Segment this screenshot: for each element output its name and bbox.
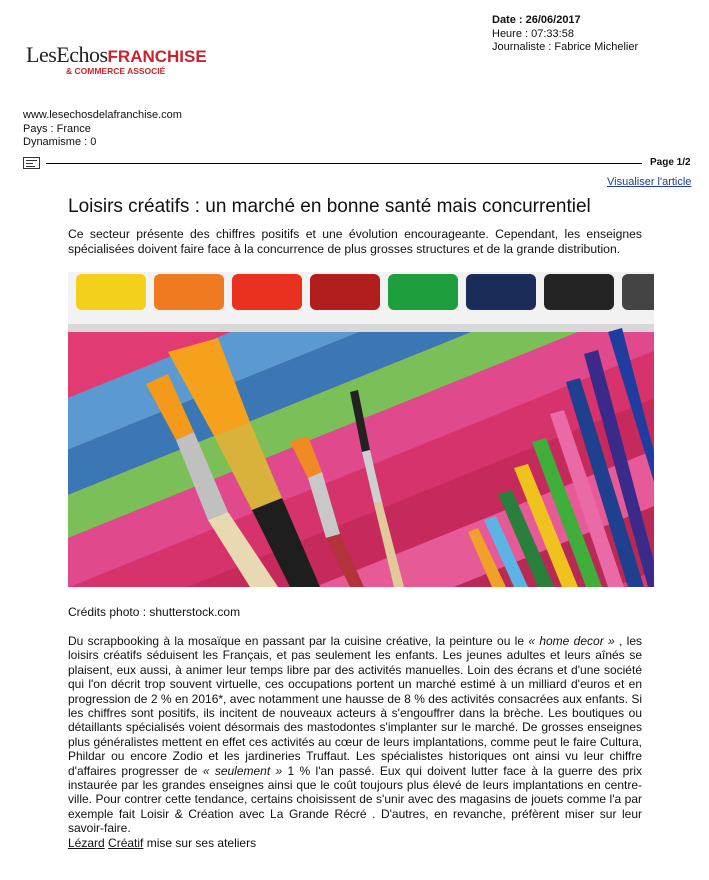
body-part-1: Du scrapbooking à la mosaïque en passant par la cuisine créative, la peinture ou le — [68, 634, 529, 648]
country-label: Pays : France — [23, 122, 91, 135]
article-subheading — [68, 836, 256, 850]
subhead-rest: mise sur ses ateliers — [143, 836, 257, 850]
article-title: Loisirs créatifs : un marché en bonne santé mais concurrentiel — [68, 196, 591, 217]
time-label: Heure : 07:33:58 — [492, 27, 574, 40]
date-label: Date : 26/06/2017 — [492, 14, 581, 26]
body-part-2: , les loisirs créatifs séduisent les Français, et pas seulement les enfants. Les jeunes adultes et leurs aînés se plaisent, eux aussi, à animer leur temps libre par des activités manuelles. Loin des écrans et d'une société qui l'on décrit trop souvent virtuelle, ces occupations portent un marché estimé à un milliard d'euros et en progression de 2 % en 2016*, avec notamment une hausse de 8 % des activités consacrées aux enfants. Si les chiffres sont positifs, ils incitent de nouveaux acteurs à s'engouffrer dans la brèche. Les boutiques ou détaillants spécialisés voient désormais des mastodontes s'implanter sur le marché. De grosses enseignes plus généralistes mettent en effet ces activités au cœur de leurs implantations, comme peut le faire Cultura, Phildar ou encore Zodio et les jardineries Truffaut. Les spécialistes historiques ont ainsi vu leur chiffre d'affaires progresser de — [68, 634, 642, 778]
photo-credit: Crédits photo : shutterstock.com — [68, 605, 241, 619]
journalist-label: Journaliste : Fabrice Michelier — [492, 41, 639, 53]
article-lead: Ce secteur présente des chiffres positifs et une évolution encourageante. Cependant, les enseignes spécialisées doivent faire face à la concurrence de plus grosses structures et de la grande distribution. — [68, 227, 642, 256]
view-article-link[interactable]: Visualiser l'article — [607, 176, 692, 188]
website-label: www.lesechosdelafranchise.com — [23, 109, 182, 121]
logo-brand-main: LesEchos — [26, 42, 108, 67]
body-emphasis-2: « seulement » — [202, 763, 288, 778]
document-icon — [23, 157, 40, 169]
body-part-3: 1 % l'an passé. Eux qui doivent lutter face à la guerre des prix instaurée par les grandes enseignes ainsi que le coût toujours plus élevé de leurs implantations en centre-ville. Pour contrer cette tendance, certains choisissent de s'unir avec des magasins de jouets comme l'a par exemple fait Loisir & Création avec La Grande Récré . D'autres, en revanche, préfèrent miser sur leur savoir-faire. — [68, 763, 642, 836]
article-metadata — [492, 14, 638, 55]
dynamism-label: Dynamisme : 0 — [23, 136, 97, 148]
header-divider — [46, 163, 642, 164]
source-metadata — [23, 109, 182, 150]
article-body — [68, 634, 642, 836]
subhead-link-lezard[interactable]: Lézard — [68, 836, 105, 850]
brand-logo — [26, 42, 207, 76]
subhead-link-creatif[interactable]: Créatif — [108, 836, 144, 850]
logo-brand-sub: & COMMERCE ASSOCIÉ — [66, 66, 166, 76]
body-emphasis-1: « home decor » — [528, 634, 619, 648]
logo-brand-franchise: FRANCHISE — [107, 47, 207, 66]
page-number: Page 1/2 — [650, 157, 691, 168]
article-photo — [68, 272, 654, 587]
